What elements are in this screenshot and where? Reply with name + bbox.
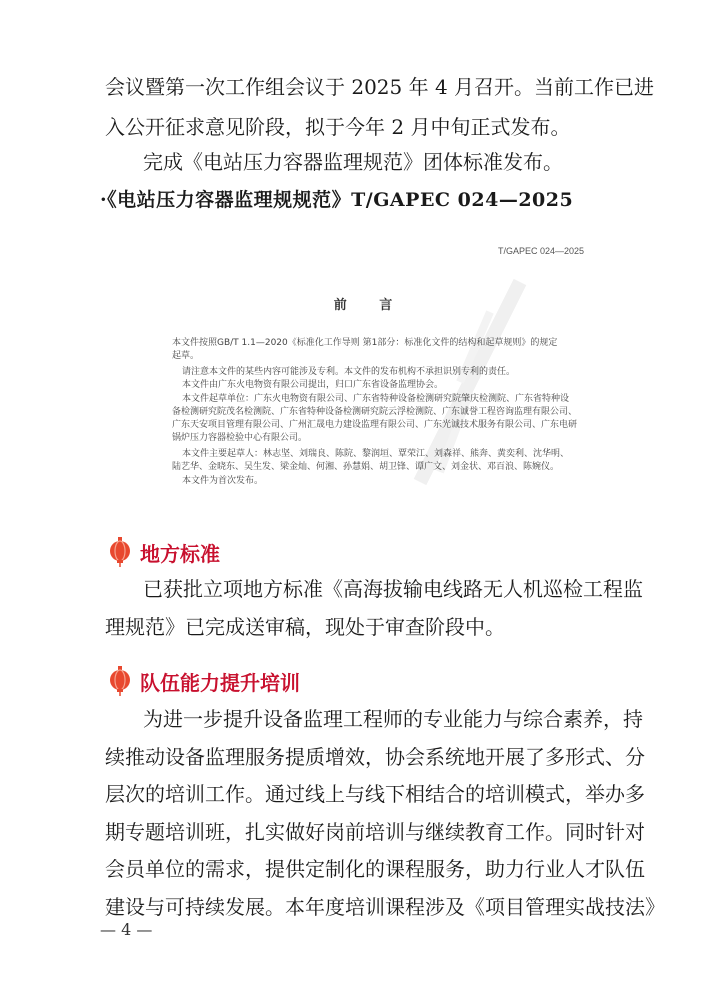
standard-foreword-scan [150,232,590,512]
training-line-1: 为进一步提升设备监理工程师的专业能力与综合素养，持 [143,707,643,731]
standard-code: T/GAPEC 024—2025 [497,246,584,256]
training-line-2: 续推动设备监理服务提质增效，协会系统地开展了多形式、分 [105,745,645,769]
section-title: 队伍能力提升培训 [140,670,300,695]
local-line-1: 已获批立项地方标准《高海拔输电线路无人机巡检工程监 [143,577,643,601]
training-line-4: 期专题培训班，扎实做好岗前培训与继续教育工作。同时针对 [105,820,645,844]
foreword-line: 请注意本文件的某些内容可能涉及专利。本文件的发布机构不承担识别专利的责任。 [182,367,516,377]
section-heading-local-standards [108,536,220,568]
foreword-line: 本文件按照GB/T 1.1—2020《标准化工作导则 第1部分：标准化文件的结构和起草规则》的规定 [172,338,558,348]
foreword-line: 本文件由广东火电物资有限公司提出，归口广东省设备监理协会。 [182,380,444,390]
foreword-line: 本文件起草单位：广东火电物资有限公司、广东省特种设备检测研究院肇庆检测院、广东省特种设 [182,394,570,404]
section-heading-training [108,665,300,697]
intro-line-2: 入公开征求意见阶段，拟于今年 2 月中旬正式发布。 [105,115,571,139]
foreword-heading: 前 言 [333,298,407,313]
intro-line-1: 会议暨第一次工作组会议于 2025 年 4 月召开。当前工作已进 [105,75,655,99]
foreword-line: 起草。 [172,351,200,361]
lantern-icon [108,537,132,567]
training-line-6: 建设与可持续发展。本年度培训课程涉及《项目管理实战技法》 [105,895,665,919]
intro-line-3: 完成《电站压力容器监理规范》团体标准发布。 [143,150,563,174]
foreword-line: 备检测研究院茂名检测院、广东省特种设备检测研究院云浮检测院、广东诚誉工程咨询监理有限公司、 [172,407,578,417]
standard-title: ·《电站压力容器监理规规范》T/GAPEC 024—2025 [100,189,574,211]
lantern-icon [108,666,132,696]
foreword-line: 陆艺华、金晓东、吴生发、梁金灿、何湘、孙慧娟、胡卫锋、谭广文、刘金状、邓百浪、陈婉仪。 [172,462,560,472]
foreword-line: 本文件为首次发布。 [182,476,264,486]
foreword-line: 本文件主要起草人：林志坚、刘瑞良、陈院、黎润垣、覃荣江、刘森祥、熊奔、黄奕利、沈华明、 [182,449,570,459]
page-number: — 4 — [100,920,153,939]
local-line-2: 理规范》已完成送审稿，现处于审查阶段中。 [105,615,505,639]
foreword-line: 锅炉压力容器检验中心有限公司。 [172,433,308,443]
section-title: 地方标准 [140,541,220,566]
training-line-3: 层次的培训工作。通过线上与线下相结合的培训模式，举办多 [105,782,645,806]
training-line-5: 会员单位的需求，提供定制化的课程服务，助力行业人才队伍 [105,857,645,881]
foreword-line: 广东天安项目管理有限公司、广州汇晟电力建设监理有限公司、广东光诚技术服务有限公司、广东电研 [172,420,578,430]
